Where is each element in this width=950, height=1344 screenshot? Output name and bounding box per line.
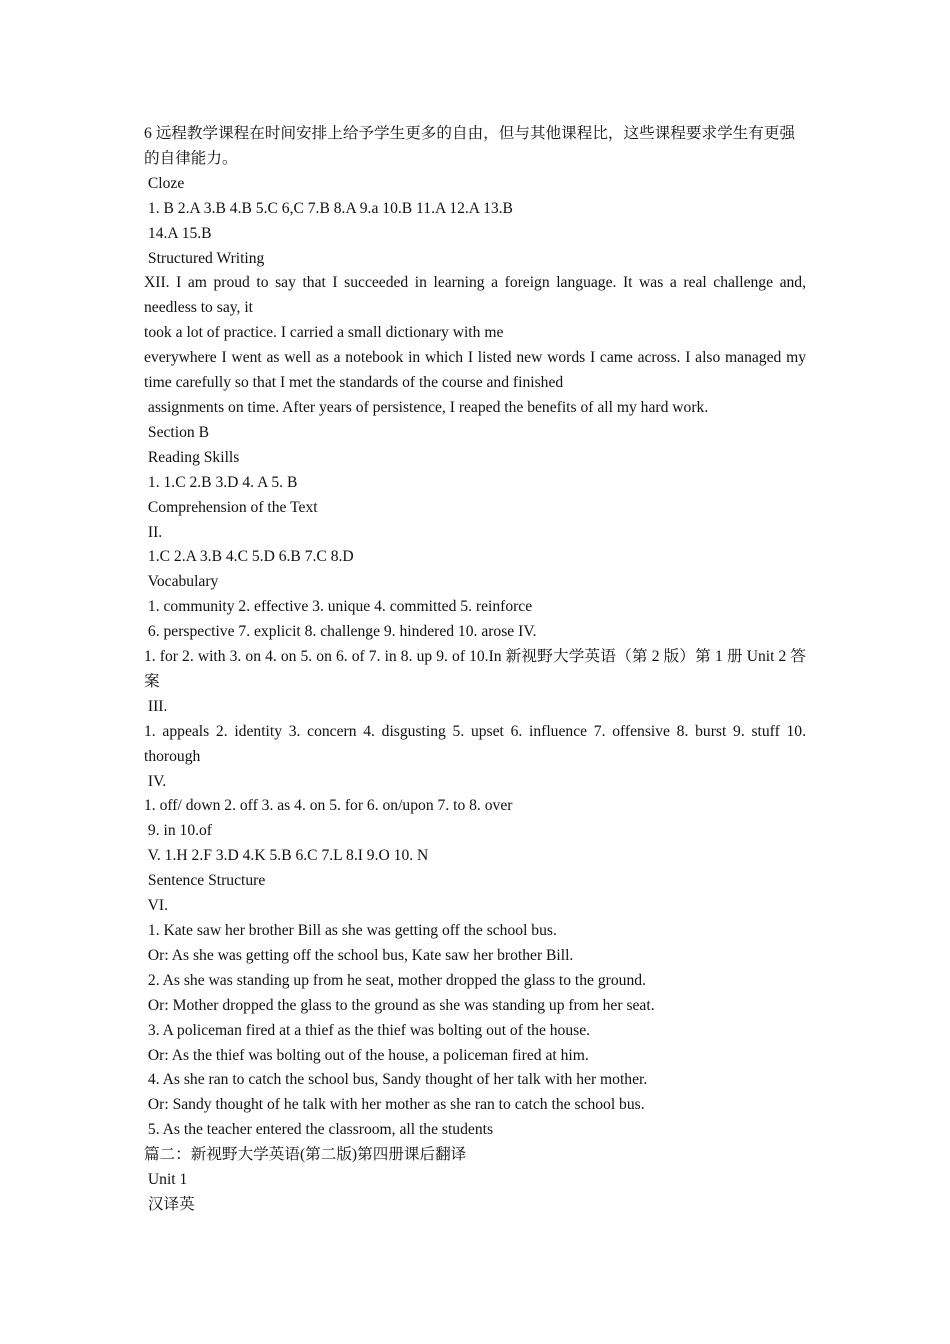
heading-reading-skills: Reading Skills xyxy=(144,448,240,466)
heading-sentence-structure: Sentence Structure xyxy=(144,872,266,890)
heading-vi: VI. xyxy=(144,897,168,915)
vocabulary-answers-1: 1. community 2. effective 3. unique 4. committed 5. reinforce xyxy=(144,598,533,616)
sentence-1: 1. Kate saw her brother Bill as she was getting off the school bus. xyxy=(144,922,557,939)
heading-vocabulary: Vocabulary xyxy=(144,573,219,591)
section-iv-answers-2: 9. in 10.of xyxy=(144,822,213,840)
sentence-3-alt: Or: As the thief was bolting out of the house, a policeman fired at him. xyxy=(144,1046,589,1064)
comprehension-answers: 1.C 2.A 3.B 4.C 5.D 6.B 7.C 8.D xyxy=(144,548,354,566)
heading-comprehension: Comprehension of the Text xyxy=(144,498,318,516)
translation-sentence-6: 6 远程教学课程在时间安排上给予学生更多的自由，但与其他课程比，这些课程要求学生有更强的自律能力。 xyxy=(144,125,796,167)
vocabulary-answers-3: 1. for 2. with 3. on 4. on 5. on 6. of 7. in 8. up 9. of 10.In 新视野大学英语（第 2 版）第 1 册 Unit 2 答案 xyxy=(144,648,806,690)
heading-unit-1: Unit 1 xyxy=(144,1171,188,1189)
section-iv-answers-1: 1. off/ down 2. off 3. as 4. on 5. for 6. on/upon 7. to 8. over xyxy=(144,797,513,815)
writing-paragraph-4: assignments on time. After years of persistence, I reaped the benefits of all my hard work. xyxy=(144,398,709,416)
reading-skills-answers: 1. 1.C 2.B 3.D 4. A 5. B xyxy=(144,473,298,491)
sentence-4-alt: Or: Sandy thought of he talk with her mother as she ran to catch the school bus. xyxy=(144,1096,645,1114)
sentence-2: 2. As she was standing up from he seat, mother dropped the glass to the ground. xyxy=(144,971,646,989)
writing-paragraph-1: XII. I am proud to say that I succeeded in learning a foreign language. It was a real challenge and, needless to say, it xyxy=(144,274,806,317)
sentence-3: 3. A policeman fired at a thief as the thief was bolting out of the house. xyxy=(144,1021,591,1039)
heading-iv: IV. xyxy=(144,772,167,790)
writing-paragraph-3: everywhere I went as well as a notebook in which I listed new words I came across. I also managed my time carefully so that I met the standards of the course and finished xyxy=(144,349,806,392)
cloze-answers-1: 1. B 2.A 3.B 4.B 5.C 6,C 7.B 8.A 9.a 10.B 11.A 12.A 13.B xyxy=(144,199,513,217)
sentence-4: 4. As she ran to catch the school bus, Sandy thought of her talk with her mother. xyxy=(144,1071,648,1089)
heading-part-two: 篇二：新视野大学英语(第二版)第四册课后翻译 xyxy=(144,1146,467,1164)
cloze-answers-2: 14.A 15.B xyxy=(144,224,212,242)
heading-c-to-e: 汉译英 xyxy=(144,1195,195,1213)
document-page xyxy=(144,122,806,1218)
heading-ii: II. xyxy=(144,523,163,541)
heading-section-b: Section B xyxy=(144,423,209,441)
sentence-1-alt: Or: As she was getting off the school bus, Kate saw her brother Bill. xyxy=(144,946,574,964)
heading-structured-writing: Structured Writing xyxy=(144,249,265,267)
section-iii-answers: 1. appeals 2. identity 3. concern 4. disgusting 5. upset 6. influence 7. offensive 8. burst 9. stuff 10. thorough xyxy=(144,722,806,765)
writing-paragraph-2: took a lot of practice. I carried a small dictionary with me xyxy=(144,324,504,342)
heading-iii: III. xyxy=(144,697,168,715)
sentence-2-alt: Or: Mother dropped the glass to the ground as she was standing up from her seat. xyxy=(144,996,655,1014)
heading-cloze: Cloze xyxy=(144,174,185,192)
sentence-5: 5. As the teacher entered the classroom, all the students xyxy=(144,1121,494,1139)
vocabulary-answers-2: 6. perspective 7. explicit 8. challenge 9. hindered 10. arose IV. xyxy=(144,623,537,641)
section-v-answers: V. 1.H 2.F 3.D 4.K 5.B 6.C 7.L 8.I 9.O 10. N xyxy=(144,847,429,865)
